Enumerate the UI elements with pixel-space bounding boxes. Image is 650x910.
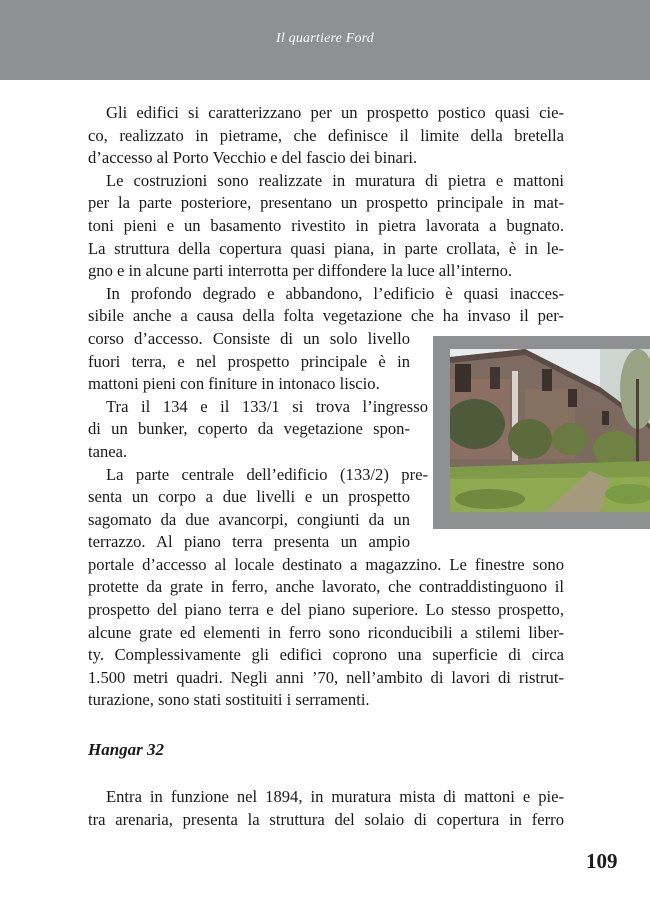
text-line: La parte centrale dell’edificio (133/2) pre- — [106, 464, 428, 484]
text-line: portale d’accesso al locale destinato a magazzino. Le finestre sono — [88, 554, 564, 574]
text-line: tanea. — [88, 441, 128, 461]
text-line: 1.500 metri quadri. Negli anni ’70, nell’ambito di lavori di ristrut- — [88, 667, 564, 687]
building-photo — [450, 349, 650, 512]
page-number: 109 — [586, 849, 618, 873]
text-line: gno e in alcune parti interrotta per diffondere la luce all’interno. — [88, 261, 513, 281]
section-body-text — [88, 786, 564, 831]
text-line: ty. Complessivamente gli edifici coprono una superficie di circa — [88, 645, 564, 665]
text-line: Gli edifici si caratterizzano per un prospetto postico quasi cie- — [106, 103, 564, 122]
text-line: d’accesso al Porto Vecchio e del fascio dei binari. — [88, 148, 418, 168]
text-line: co, realizzato in pietrame, che definisce il limite della bretella — [88, 125, 564, 145]
text-line: turazione, sono stati sostituiti i serramenti. — [88, 690, 370, 710]
text-line: sibile anche a causa della folta vegetazione che ha invaso il per- — [88, 306, 564, 326]
text-line: In profondo degrado e abbandono, l’edificio è quasi inacces- — [106, 283, 564, 303]
text-line: La struttura della copertura quasi piana, in parte crollata, è in le- — [88, 238, 564, 258]
text-line: senta un corpo a due livelli e un prospetto — [88, 487, 410, 507]
running-head: Il quartiere Ford — [275, 31, 375, 46]
text-line: di un bunker, coperto da vegetazione spon- — [88, 419, 410, 439]
text-line: sagomato da due avancorpi, congiunti da un — [88, 509, 410, 529]
building-photo-illustration — [450, 349, 650, 512]
text-line: terrazzo. Al piano terra presenta un ampio — [88, 532, 410, 552]
text-line: Le costruzioni sono realizzate in muratura di pietra e mattoni — [106, 170, 564, 190]
text-line: protette da grate in ferro, anche lavorato, che contraddistinguono il — [88, 577, 564, 597]
text-line: toni pieni e un basamento rivestito in pietra lavorata a bugnato. — [88, 215, 564, 235]
text-line: per la parte posteriore, presentano un prospetto principale in mat- — [88, 193, 564, 213]
text-line: prospetto del piano terra e del piano superiore. Lo stesso prospetto, — [88, 600, 564, 620]
text-line: tra arenaria, presenta la struttura del solaio di copertura in ferro — [88, 809, 564, 829]
text-line: alcune grate ed elementi in ferro sono riconducibili a stilemi liber- — [88, 622, 564, 642]
text-line: Entra in funzione nel 1894, in muratura mista di mattoni e pie- — [106, 787, 564, 806]
text-line: corso d’accesso. Consiste di un solo livello — [88, 328, 410, 348]
text-line: mattoni pieni con finiture in intonaco liscio. — [88, 374, 380, 394]
text-line: fuori terra, e nel prospetto principale è in — [88, 351, 410, 371]
section-heading: Hangar 32 — [88, 740, 165, 759]
text-line: Tra il 134 e il 133/1 si trova l’ingresso — [106, 396, 428, 416]
